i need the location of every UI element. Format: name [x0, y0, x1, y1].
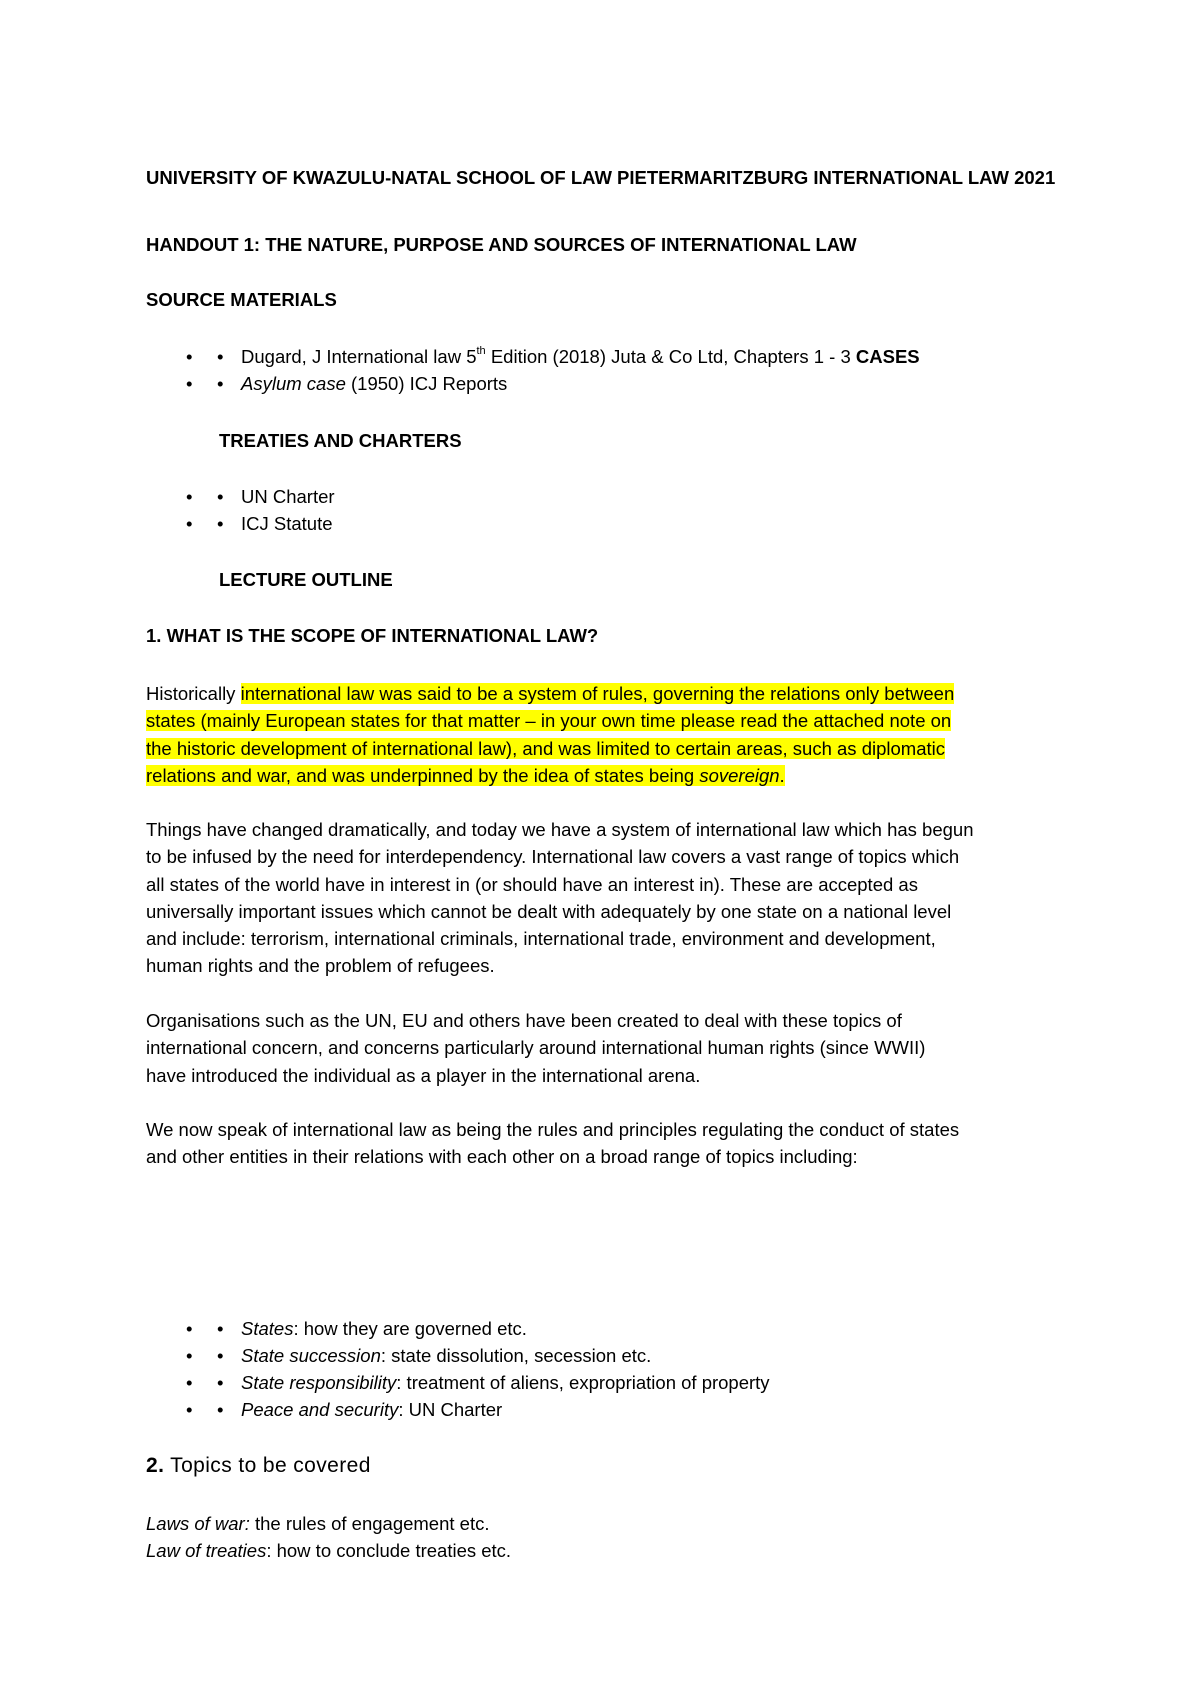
- paragraph-line: international concern, and concerns particularly around international human rights (since WWII): [146, 1037, 926, 1059]
- source-asylum-case: Asylum case: [241, 373, 346, 394]
- paragraph-line: and other entities in their relations with each other on a broad range of topics including:: [146, 1146, 858, 1168]
- para1-lead: Historically: [146, 683, 241, 704]
- paragraph-historical: [146, 680, 1066, 789]
- bullet-icon: •: [186, 486, 193, 507]
- paragraph-line: have introduced the individual as a player in the international arena.: [146, 1064, 701, 1086]
- paragraph-line: all states of the world have in interest in (or should have an interest in). These are accepted as: [146, 873, 918, 895]
- bullet-icon: •: [186, 513, 193, 534]
- highlighted-text: international law was said to be a system of rules, governing the relations only between: [240, 683, 955, 704]
- paragraph-line: We now speak of international law as being the rules and principles regulating the conduct of states: [146, 1119, 960, 1140]
- source-asylum-citation: (1950) ICJ Reports: [345, 373, 508, 394]
- topic-term: States: [241, 1318, 294, 1339]
- treaty-un-charter: UN Charter: [241, 486, 335, 507]
- topic-description: : how they are governed etc.: [293, 1318, 527, 1339]
- paragraph-definition: [146, 1116, 1066, 1171]
- topic-description: : state dissolution, secession etc.: [380, 1345, 652, 1366]
- highlighted-text: states (mainly European states for that matter – in your own time please read the attached note on: [146, 710, 952, 732]
- sovereign-term: sovereign: [699, 764, 780, 786]
- bullet-icon: •: [217, 1372, 224, 1393]
- bullet-icon: •: [217, 513, 224, 534]
- highlighted-text: the historic development of international law), and was limited to certain areas, such as diplomatic: [146, 737, 945, 759]
- paragraph-line: human rights and the problem of refugees.: [146, 955, 495, 977]
- paragraph-line: Organisations such as the UN, EU and others have been created to deal with these topics of: [146, 1010, 902, 1031]
- covered-term: Law of treaties: [146, 1540, 267, 1561]
- bullet-icon: •: [217, 1318, 224, 1339]
- bullet-icon: •: [186, 1318, 193, 1339]
- bullet-icon: •: [186, 346, 193, 367]
- paragraph-organisations: [146, 1007, 1066, 1089]
- bullet-icon: •: [186, 373, 193, 394]
- section-1-heading: 1. WHAT IS THE SCOPE OF INTERNATIONAL LAW?: [146, 625, 599, 646]
- section-2-number: 2.: [146, 1454, 165, 1477]
- lecture-outline-heading: LECTURE OUTLINE: [219, 569, 393, 590]
- bullet-icon: •: [186, 1372, 193, 1393]
- bullet-icon: •: [186, 1345, 193, 1366]
- topic-term: State succession: [241, 1345, 381, 1366]
- bullet-icon: •: [217, 486, 224, 507]
- source-dugard: Dugard, J International law 5: [241, 346, 477, 367]
- section-2-heading: [146, 1451, 371, 1481]
- section-2-title: Topics to be covered: [164, 1454, 371, 1477]
- bullet-icon: •: [217, 1399, 224, 1420]
- source-materials-heading: SOURCE MATERIALS: [146, 289, 337, 310]
- topic-term: State responsibility: [241, 1372, 397, 1393]
- handout-title: HANDOUT 1: THE NATURE, PURPOSE AND SOURCES OF INTERNATIONAL LAW: [146, 234, 857, 255]
- treaty-icj-statute: ICJ Statute: [241, 513, 333, 534]
- covered-item: [146, 1538, 511, 1564]
- topic-term: Peace and security: [241, 1399, 399, 1420]
- highlighted-text: relations and war, and was underpinned by the idea of states being: [146, 764, 700, 786]
- paragraph-interdependency: [146, 816, 1066, 980]
- covered-description: the rules of engagement etc.: [249, 1513, 490, 1534]
- treaties-heading: TREATIES AND CHARTERS: [219, 430, 462, 451]
- bullet-icon: •: [217, 373, 224, 394]
- covered-item: [146, 1511, 489, 1537]
- covered-term: Laws of war:: [146, 1513, 250, 1534]
- topic-description: : treatment of aliens, expropriation of property: [396, 1372, 770, 1393]
- cases-label: CASES: [855, 346, 920, 367]
- highlighted-text: .: [779, 764, 785, 786]
- document-title: UNIVERSITY OF KWAZULU-NATAL SCHOOL OF LAW PIETERMARITZBURG INTERNATIONAL LAW 2021: [146, 167, 1056, 188]
- covered-description: : how to conclude treaties etc.: [266, 1540, 512, 1561]
- paragraph-line: and include: terrorism, international criminals, international trade, environment and development,: [146, 928, 936, 950]
- topic-description: : UN Charter: [398, 1399, 503, 1420]
- bullet-icon: •: [186, 1399, 193, 1420]
- paragraph-line: to be infused by the need for interdependency. International law covers a vast range of topics which: [146, 846, 960, 868]
- bullet-icon: •: [217, 346, 224, 367]
- paragraph-line: universally important issues which cannot be dealt with adequately by one state on a national level: [146, 900, 952, 922]
- bullet-icon: •: [217, 1345, 224, 1366]
- paragraph-line: Things have changed dramatically, and today we have a system of international law which has begun: [146, 819, 974, 840]
- source-dugard-edition: Edition (2018) Juta & Co Ltd, Chapters 1 - 3: [485, 346, 856, 367]
- superscript-th: th: [476, 345, 486, 357]
